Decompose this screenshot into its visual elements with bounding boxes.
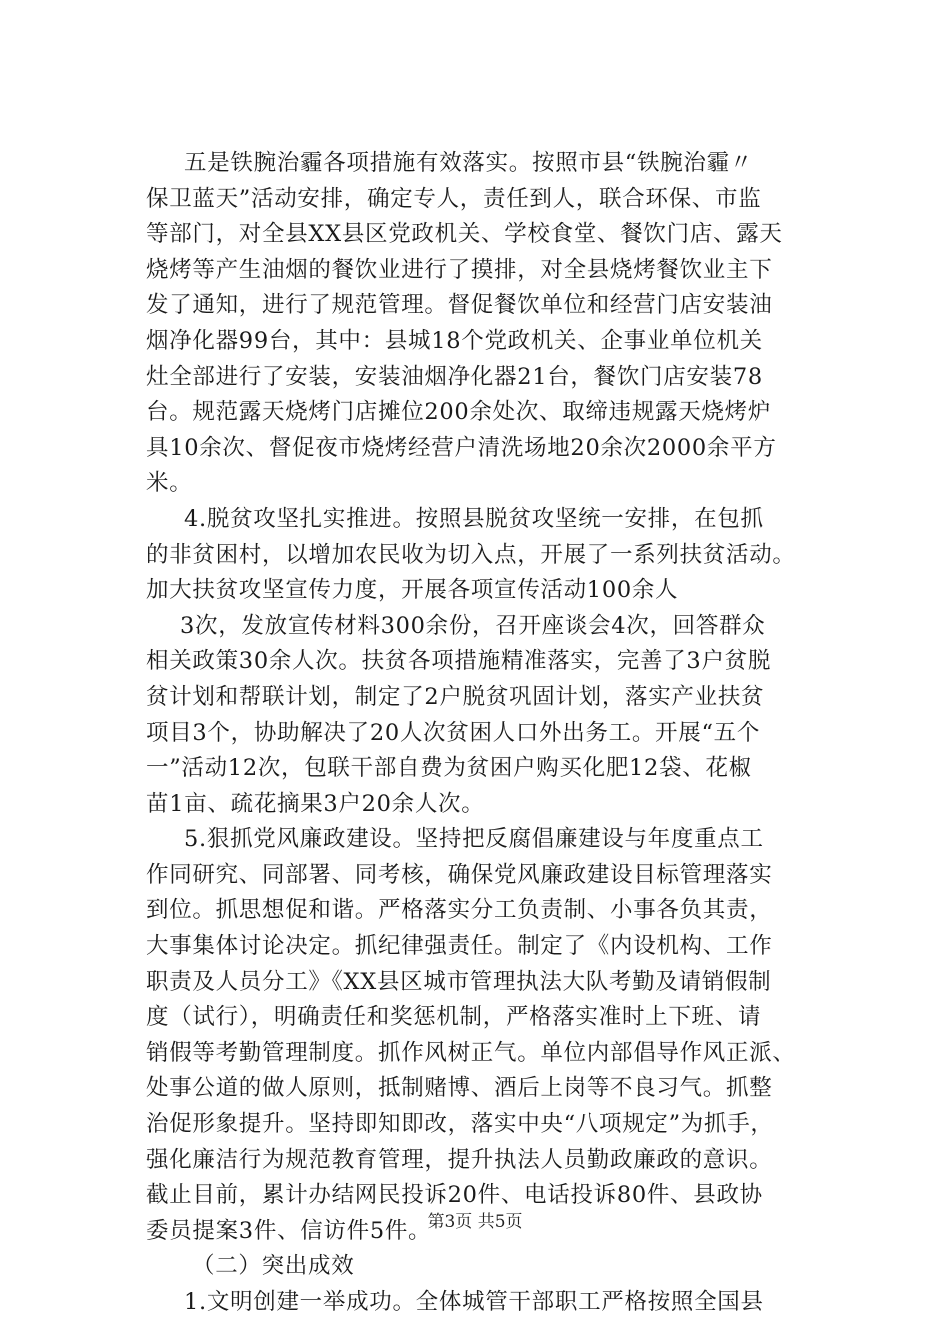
paragraph-line: 加大扶贫攻坚宣传力度，开展各项宣传活动100余人 bbox=[146, 577, 679, 604]
paragraph-line: 一”活动12次，包联干部自费为贫困户购买化肥12袋、花椒 bbox=[146, 755, 752, 782]
paragraph-line: 五是铁腕治霾各项措施有效落实。按照市县“铁腕治霾〃 bbox=[184, 150, 754, 176]
paragraph-line: 苗1亩、疏花摘果3户20余人次。 bbox=[146, 790, 485, 817]
paragraph-line: 烧烤等产生油烟的餐饮业进行了摸排，对全县烧烤餐饮业主下 bbox=[146, 256, 773, 283]
paragraph-line: 保卫蓝天”活动安排，确定专人，责任到人，联合环保、市监 bbox=[146, 185, 762, 212]
paragraph-line: 截止目前，累计办结网民投诉20件、电话投诉80件、县政协 bbox=[146, 1182, 763, 1209]
paragraph-line: 委员提案3件、信访件5件。 bbox=[146, 1217, 432, 1244]
paragraph-line: 强化廉洁行为规范教育管理，提升执法人员勤政廉政的意识。 bbox=[146, 1146, 773, 1173]
document-body bbox=[146, 146, 836, 1321]
paragraph-line: 到位。抓思想促和谐。严格落实分工负责制、小事各负其责， bbox=[146, 897, 773, 924]
paragraph-line: 等部门，对全县XX县区党政机关、学校食堂、餐饮门店、露天 bbox=[146, 221, 783, 248]
paragraph-line: 处事公道的做人原则，抵制赌博、酒后上岗等不良习气。抓整 bbox=[146, 1075, 773, 1102]
page-number-footer: 第3页 共5页 bbox=[427, 1212, 523, 1232]
paragraph-line: 度（试行），明确责任和奖惩机制，严格落实准时上下班、请 bbox=[146, 1004, 762, 1031]
paragraph-line: 发了通知，进行了规范管理。督促餐饮单位和经营门店安装油 bbox=[146, 292, 773, 319]
paragraph-line: 治促形象提升。坚持即知即改，落实中央“八项规定”为抓手， bbox=[146, 1111, 774, 1138]
paragraph-line: 5.狠抓党风廉政建设。坚持把反腐倡廉建设与年度重点工 bbox=[184, 826, 764, 853]
paragraph-line: 相关政策30余人次。扶贫各项措施精准落实，完善了3户贫脱 bbox=[146, 648, 772, 675]
section-heading: （二）突出成效 bbox=[192, 1253, 355, 1280]
paragraph-line: 具10余次、督促夜市烧烤经营户清洗场地20余次2000余平方 bbox=[146, 434, 777, 461]
paragraph-line: 贫计划和帮联计划，制定了2户脱贫巩固计划，落实产业扶贫 bbox=[146, 683, 765, 710]
paragraph-line: 的非贫困村，以增加农民收为切入点，开展了一系列扶贫活动。 bbox=[146, 541, 796, 568]
paragraph-line: 4.脱贫攻坚扎实推进。按照县脱贫攻坚统一安排，在包抓 bbox=[184, 505, 764, 532]
paragraph-line: 3次，发放宣传材料300余份，召开座谈会4次，回答群众 bbox=[180, 612, 766, 639]
paragraph-line: 1.文明创建一举成功。全体城管干部职工严格按照全国县 bbox=[184, 1289, 764, 1315]
paragraph-line: 职责及人员分工》《XX县区城市管理执法大队考勤及请销假制 bbox=[146, 968, 772, 995]
paragraph-line: 米。 bbox=[146, 470, 193, 497]
paragraph-line: 销假等考勤管理制度。抓作风树正气。单位内部倡导作风正派、 bbox=[146, 1039, 796, 1066]
paragraph-line: 项目3个，协助解决了20人次贫困人口外出务工。开展“五个 bbox=[146, 719, 761, 746]
paragraph-line: 灶全部进行了安装，安装油烟净化器21台，餐饮门店安装78 bbox=[146, 363, 763, 390]
paragraph-line: 台。规范露天烧烤门店摊位200余处次、取缔违规露天烧烤炉 bbox=[146, 399, 772, 426]
paragraph-line: 大事集体讨论决定。抓纪律强责任。制定了《内设机构、工作 bbox=[146, 933, 773, 960]
paragraph-line: 作同研究、同部署、同考核，确保党风廉政建设目标管理落实 bbox=[146, 861, 773, 888]
paragraph-line: 烟净化器99台，其中：县城18个党政机关、企事业单位机关 bbox=[146, 327, 763, 354]
